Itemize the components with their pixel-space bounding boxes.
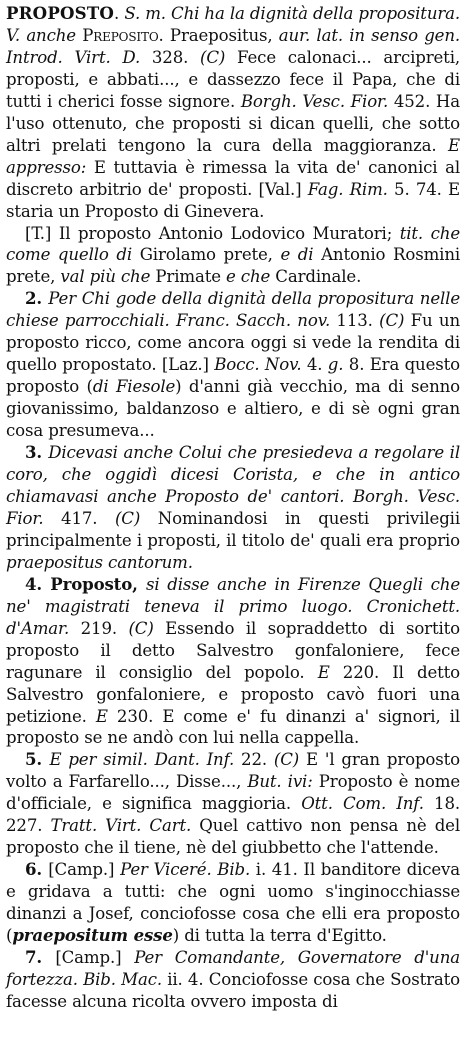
italic-run: praepositus cantorum. xyxy=(6,552,193,572)
italic-run: (C) xyxy=(200,47,226,67)
italic-run: Per Viceré. Bib. xyxy=(120,860,251,880)
sense-6 xyxy=(6,859,460,947)
text-run: Primate xyxy=(150,267,227,287)
text-run: 219. xyxy=(69,618,129,638)
italic-run: e che xyxy=(226,267,271,287)
bold-run: 7. xyxy=(25,946,56,967)
text-run: ii. 4. Conciofosse cosa che Sostrato facesse alcuna ricolta ovvero imposta di xyxy=(6,969,460,1011)
sense-7 xyxy=(6,947,460,1013)
text-run: . xyxy=(114,4,125,23)
bold-run: 2. xyxy=(25,288,49,309)
text-run: 452. Ha l'uso ottenuto, che proposti si dican quelli, che sotto altri prelati tengono la cura della maggioranza. xyxy=(6,91,460,155)
italic-run: E appresso: xyxy=(6,135,460,177)
text-run: 230. E come e' fu dinanzi a' signori, il proposto se ne andò con lui nella cappella. xyxy=(6,706,460,748)
italic-run: e di xyxy=(280,245,314,265)
italic-run: E per simil. Dant. Inf. xyxy=(49,750,235,770)
italic-run: val più che xyxy=(60,267,151,287)
italic-run: (C) xyxy=(114,508,141,528)
text-run: Antonio Rosmini prete, xyxy=(6,245,461,287)
text-run: Essendo il sopraddetto di sortito proposto il detto Salvestro gonfaloniere, fece ragunare il consiglio del popolo. xyxy=(6,618,460,682)
italic-run: (C) xyxy=(128,618,154,638)
text-run: Fece calonaci... arcipreti, proposti, e abbati..., e dassezzo fece il Papa, che di tutti i cherici fosse signore. xyxy=(6,47,460,111)
sense-4 xyxy=(6,574,460,750)
italic-run: Dicevasi anche Colui che presiedeva a regolare il coro, che oggidì dicesi Corista, e che in antico chiamavasi anche Proposto de' cantori. Borgh. Vesc. Fior. xyxy=(6,443,460,528)
italic-run: E xyxy=(95,706,108,726)
bold-run: 3. xyxy=(25,442,49,463)
italic-run: But. ivi: xyxy=(247,772,313,792)
italic-run: Per Chi gode della dignità della propositura nelle chiese parrocchiali. Franc. Sacch. nov. xyxy=(6,289,460,331)
italic-run: (C) xyxy=(379,311,405,331)
italic-run: tit. che come quello di xyxy=(6,223,460,265)
text-run: 328. xyxy=(140,47,201,67)
text-run: 220. Il detto Salvestro gonfaloniere, e proposto cavò fuori una petizione. xyxy=(6,662,460,726)
text-run: [Camp.] xyxy=(55,947,135,967)
bold-run: 4. Proposto, xyxy=(25,573,146,594)
text-run: ) di tutta la terra d'Egitto. xyxy=(172,926,387,946)
text-run: . Praepositus, xyxy=(158,25,279,45)
text-run: E 'l gran proposto volto a Farfarello..., Disse..., xyxy=(6,750,460,792)
italic-run: di Fiesole xyxy=(92,377,176,397)
text-run: 4. xyxy=(301,355,328,375)
italic-run: Borgh. Vesc. Fior. xyxy=(240,91,389,111)
italic-run: E xyxy=(317,662,330,682)
text-run: 417. xyxy=(43,508,115,528)
text-run: Quel cattivo non pensa nè del proposto che il tiene, nè del giubbetto che l'attende. xyxy=(6,816,460,858)
sense-2 xyxy=(6,288,460,442)
sense-note xyxy=(6,223,460,289)
entry-main xyxy=(6,3,460,223)
italic-run: g. xyxy=(327,355,344,375)
text-run: 113. xyxy=(330,311,380,331)
text-run: Girolamo prete, xyxy=(132,245,281,265)
text-run: Proposto è nome d'officiale, e significa maggioria. xyxy=(6,772,460,814)
text-run: Fu un proposto ricco, come ancora oggi si vede la rendita di quello propostato. [Laz.] xyxy=(6,311,460,375)
italic-run: Per Comandante, Governatore d'una fortezza. Bib. Mac. xyxy=(6,947,460,989)
text-run: 18. 227. xyxy=(6,794,460,836)
italic-run: aur. lat. in senso gen. Introd. Virt. D. xyxy=(6,25,461,67)
bold-run: 6. xyxy=(25,859,49,880)
dictionary-page xyxy=(6,3,460,1013)
italic-run: Tratt. Virt. Cart. xyxy=(50,816,192,836)
sense-5 xyxy=(6,749,460,859)
bold-italic-run: praepositum esse xyxy=(12,925,173,946)
text-run: 22. xyxy=(234,750,274,770)
italic-run: Fag. Rim. xyxy=(307,179,388,199)
italic-run: Bocc. Nov. xyxy=(214,355,302,375)
italic-run: Ott. Com. Inf. xyxy=(301,794,424,814)
italic-run: si disse anche in Firenze Quegli che ne' magistrati teneva il primo luogo. Cronichett. d'Amar. xyxy=(6,574,460,638)
text-run: [T.] Il proposto Antonio Lodovico Muratori; xyxy=(25,223,400,243)
text-run: i. 41. Il banditore diceva e gridava a tutti: che ogni uomo s'inginocchiasse dinanzi a Josef, conciofosse cosa che elli era proposto ( xyxy=(6,860,461,946)
small-caps-run: Preposito xyxy=(82,25,159,45)
italic-run: S. m. Chi ha la dignità della propositura. V. anche xyxy=(6,4,460,45)
text-run: 5. 74. E staria un Proposto di Ginevera. xyxy=(6,179,460,221)
text-run: ) d'anni già vecchio, ma di senno giovanissimo, baldanzoso e altiero, e di sè ogni gran cosa presumeva... xyxy=(6,377,460,441)
headword: PROPOSTO xyxy=(6,3,115,23)
text-run: [Camp.] xyxy=(48,860,121,880)
text-run: 8. Era questo proposto ( xyxy=(6,355,460,397)
text-run: Cardinale. xyxy=(270,267,362,287)
text-run: Nominandosi in questi privilegii principalmente i proposti, il titolo de' quali era proprio xyxy=(6,508,460,550)
bold-run: 5. xyxy=(25,749,50,770)
sense-3 xyxy=(6,442,460,574)
entry-body xyxy=(6,4,460,221)
italic-run: (C) xyxy=(273,750,300,770)
text-run: E tuttavia è rimessa la vita de' canonici al discreto arbitrio de' proposti. [Val.] xyxy=(6,157,460,199)
